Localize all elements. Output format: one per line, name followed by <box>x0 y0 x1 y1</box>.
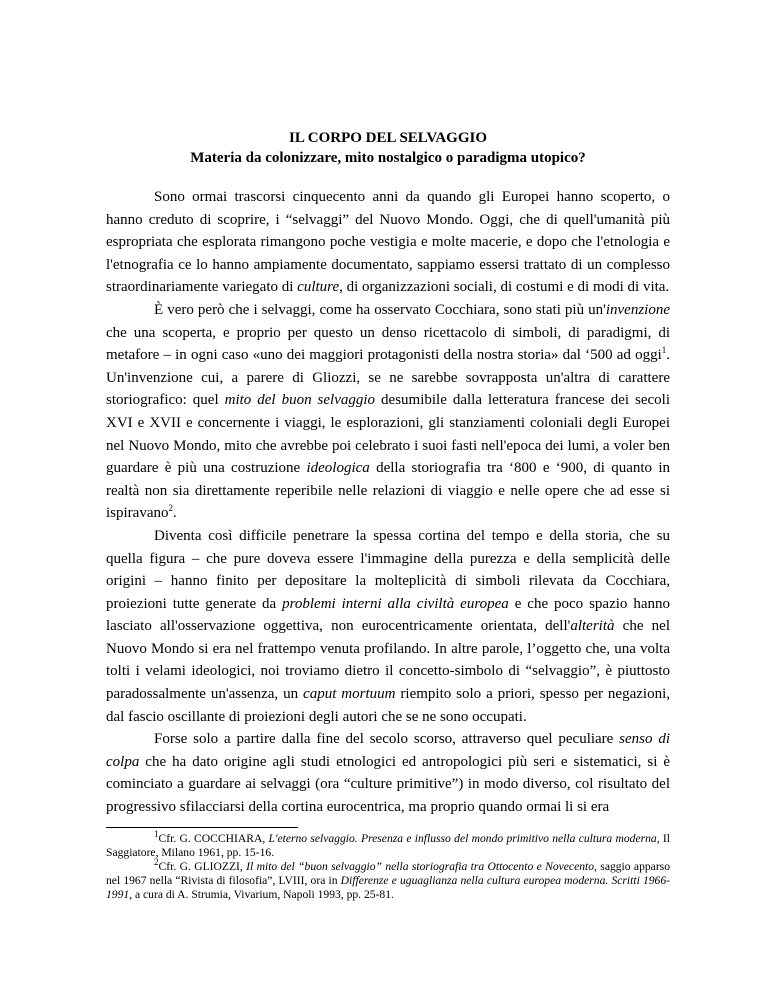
paragraph-4 <box>106 728 670 818</box>
footnote-1 <box>106 828 670 860</box>
footnote-2 <box>106 856 670 902</box>
text-run: Cfr. G. GLIOZZI, <box>158 859 247 873</box>
text-run: che nel Nuovo Mondo si era nel frattempo venuta profilando. In altre parole, l’oggetto che, una volta tolti i velami ideologici, noi troviamo dietro il concetto-simbolo di “selvaggio”, è piuttosto paradossalmente un'assenza, un <box>106 618 671 703</box>
emphasis: alterità <box>570 618 615 635</box>
text-run: , Il Saggiatore, Milano 1961, pp. 15-16. <box>106 831 670 859</box>
footnote-number: 2 <box>154 856 159 867</box>
footnote-ref-1[interactable]: 1 <box>661 345 667 356</box>
paragraph-3 <box>106 525 670 728</box>
text-run: , di organizzazioni sociali, di costumi e di modi di vita. <box>339 279 670 296</box>
text-run: È vero però che i selvaggi, come ha osservato Cocchiara, sono stati più un' <box>154 301 606 318</box>
text-run: . Un'invenzione cui, a parere di Gliozzi, se ne sarebbe sovrapposta un'altra di carattere storiografico: quel <box>106 347 670 409</box>
emphasis: caput mortuum <box>303 686 396 703</box>
emphasis: L'eterno selvaggio. Presenza e influsso del mondo primitivo nella cultura moderna <box>268 831 657 845</box>
text-run: . <box>172 505 177 522</box>
emphasis: invenzione <box>605 301 670 318</box>
emphasis: mito del buon selvaggio <box>224 392 376 409</box>
emphasis: Differenze e uguaglianza nella cultura europea moderna. Scritti 1966-1991 <box>106 873 670 901</box>
emphasis: Il mito del “buon selvaggio” nella storiografia tra Ottocento e Novecento <box>246 859 595 873</box>
document-title: IL CORPO DEL SELVAGGIO <box>289 130 487 146</box>
text-run: che ha dato origine agli studi etnologici ed antropologici più seri e sistematici, si è cominciato a guardare ai selvaggi (ora “culture primitive”) in modo diverso, col risultato del progressivo sfilacciarsi della cortina eurocentrica, ma proprio quando ormai li si era <box>106 753 670 816</box>
text-run: desumibile dalla letteratura francese dei secoli XVI e XVII e concernente i viaggi, le esplorazioni, gli stanziamenti coloniali degli Europei nel Nuovo Mondo, mito che avrebbe poi celebrato i suoi fasti nell'epoca dei lumi, a voler ben guardare è più una costruzione <box>106 392 670 477</box>
footnote-number: 1 <box>154 828 159 839</box>
text-run: , a cura di A. Strumia, Vivarium, Napoli 1993, pp. 25-81. <box>129 887 394 901</box>
text-run: Forse solo a partire dalla fine del secolo scorso, attraverso quel peculiare <box>154 731 620 748</box>
text-run: e che poco spazio hanno lasciato all'osservazione oggettiva, non eurocentricamente orientata, dell' <box>106 595 670 635</box>
text-run: Cfr. G. COCCHIARA, <box>158 831 269 845</box>
emphasis: problemi interni alla civiltà europea <box>282 595 509 612</box>
paragraph-1 <box>106 186 670 299</box>
text-run: della storiografia tra ‘800 e ‘900, di quanto in realtà non sia direttamente reperibile nelle relazioni di viaggio e nelle opere che ad esse si ispiravano <box>106 460 670 522</box>
text-run: Sono ormai trascorsi cinquecento anni da quando gli Europei hanno scoperto, o hanno creduto di scoprire, i “selvaggi” del Nuovo Mondo. Oggi, che di quell'umanità più espropriata che esplorata rimangono poche vestigia e molte macerie, e dopo che l'etnologia e l'etnografia ce lo hanno ampiamente documentato, sappiamo essersi trattato di un complesso straordinariamente variegato di <box>106 189 670 296</box>
text-run: , saggio apparso nel 1967 nella “Rivista di filosofia”, LVIII, ora in <box>106 859 670 887</box>
paragraph-2 <box>106 299 670 525</box>
text-run: riempito solo a priori, spesso per negazioni, dal fascio oscillante di proiezioni degli autori che se ne sono occupati. <box>106 686 670 725</box>
text-run: che una scoperta, e proprio per questo un denso ricettacolo di simboli, di paradigmi, di metafore – in ogni caso «uno dei maggiori protagonisti della nostra storia» dal ‘500 ad oggi <box>106 324 670 364</box>
emphasis: culture <box>297 279 340 296</box>
document-subtitle: Materia da colonizzare, mito nostalgico o paradigma utopico? <box>190 150 586 166</box>
footnote-separator <box>106 827 298 828</box>
document-page <box>106 128 670 902</box>
text-run: Diventa così difficile penetrare la spessa cortina del tempo e della storia, che su quella figura – che pure doveva essere l'immagine della purezza e della semplicità delle origini – hanno finito per depositare la molteplicità di simboli rilevata da Cocchiara, proiezioni tutte generate da <box>106 527 670 612</box>
emphasis: senso di colpa <box>106 731 670 770</box>
emphasis: ideologica <box>306 460 370 477</box>
footnote-ref-2[interactable]: 2 <box>168 503 173 514</box>
